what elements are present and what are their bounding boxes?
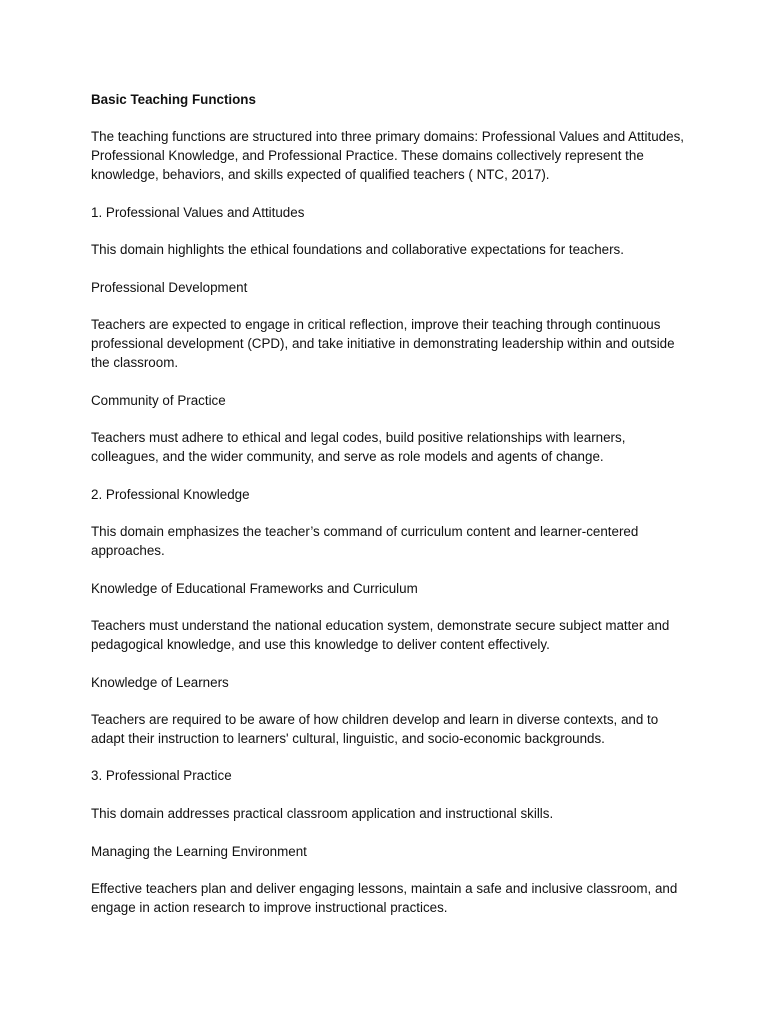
subheading-knowledge-of-learners: Knowledge of Learners — [91, 674, 229, 690]
section-description-knowledge: This domain emphasizes the teacher’s command of curriculum content and learner-centered approaches. — [91, 524, 639, 558]
section-description-practice: This domain addresses practical classroom application and instructional skills. — [91, 806, 554, 822]
paragraph-frameworks-curriculum: Teachers must understand the national education system, demonstrate secure subject matter and pedagogical knowledge, and use this knowledge to deliver content effectively. — [91, 618, 670, 652]
section-heading-values: 1. Professional Values and Attitudes — [91, 204, 305, 220]
section-description-values: This domain highlights the ethical foundations and collaborative expectations for teachers. — [91, 242, 624, 258]
subheading-community-of-practice: Community of Practice — [91, 392, 226, 408]
subheading-learning-environment: Managing the Learning Environment — [91, 843, 307, 859]
paragraph-learning-environment: Effective teachers plan and deliver engaging lessons, maintain a safe and inclusive classroom, and engage in action research to improve instructional practices. — [91, 881, 678, 916]
subheading-frameworks-curriculum: Knowledge of Educational Frameworks and Curriculum — [91, 580, 418, 596]
paragraph-knowledge-of-learners: Teachers are required to be aware of how children develop and learn in diverse contexts, and to adapt their instruction to learners' cultural, linguistic, and socio-economic backgrounds. — [91, 712, 659, 746]
paragraph-community-of-practice: Teachers must adhere to ethical and legal codes, build positive relationships with learners, colleagues, and the wider community, and serve as role models and agents of change. — [91, 430, 626, 464]
section-heading-practice: 3. Professional Practice — [91, 768, 232, 784]
intro-paragraph: The teaching functions are structured into three primary domains: Professional Values and Attitudes, Professional Knowledge, and Professional Practice. These domains collectively represent the knowledge, behaviors, and skills expected of qualified teachers ( NTC, 2017). — [91, 129, 684, 182]
paragraph-professional-development: Teachers are expected to engage in critical reflection, improve their teaching through continuous professional development (CPD), and take initiative in demonstrating leadership within and outside the classroom. — [91, 317, 675, 370]
document-page — [91, 91, 691, 937]
subheading-professional-development: Professional Development — [91, 279, 248, 295]
section-heading-knowledge: 2. Professional Knowledge — [91, 486, 250, 502]
document-title: Basic Teaching Functions — [91, 92, 256, 107]
